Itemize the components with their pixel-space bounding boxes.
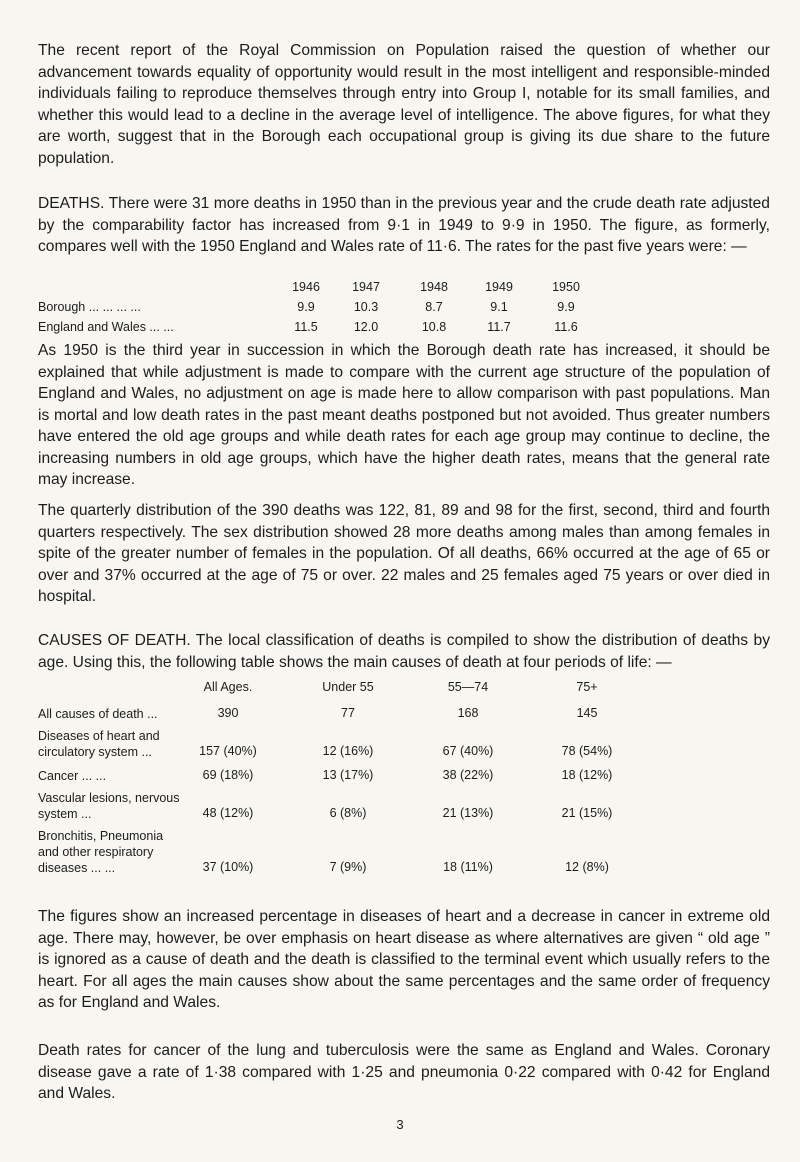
third-year-paragraph: As 1950 is the third year in succession in which the Borough death rate has increased, it should be explained that while adjustment is made to compare with the current age structure of the population of England and Wales, no adjustment on age is made here to allow comparison with past populations. Man is mortal and low death rates in the past meant deaths postponed but not avoided. Thus greater numbers have entered the old age groups and while death rates for each age group may continue to decline, the increasing numbers in old age groups, which have the higher death rates, means that the general rate may increase. — [38, 342, 770, 488]
rate-value: 10.3 — [353, 300, 379, 314]
cause-value: 6 (8%) — [329, 806, 367, 820]
row-label: Borough ... ... ... ... — [38, 300, 141, 314]
intro-paragraph: The recent report of the Royal Commission on Population raised the question of whether our advancement towards equality of opportunity would result in the most intelligent and responsible-minded individuals failing to reproduce themselves through entry into Group I, notable for its small families, and whether this would lead to a decline in the average level of intelligence. The above figures, for what they are worth, suggest that in the Borough each occupational group is giving its due share to the future population. — [38, 42, 770, 167]
rate-table-header — [38, 280, 770, 300]
rate-value: 11.7 — [487, 320, 511, 334]
cause-value: 67 (40%) — [442, 744, 494, 758]
rate-row-borough — [38, 300, 770, 320]
year-header: 1950 — [552, 280, 580, 294]
cause-value: 145 — [576, 706, 598, 720]
deaths-paragraph: DEATHS. There were 31 more deaths in 1950 than in the previous year and the crude death rate adjusted by the comparability factor has increased from 9·1 in 1949 to 9·9 in 1950. The figure, as formerly, compares well with the 1950 England and Wales rate of 11·6. The rates for the past five years were: — — [38, 195, 770, 255]
quarterly-paragraph: The quarterly distribution of the 390 deaths was 122, 81, 89 and 98 for the first, second, third and fourth quarters respectively. The sex distribution showed 28 more deaths among males than among females in spite of the greater number of females in the population. Of all deaths, 66% occurred at the age of 65 or over and 37% occurred at the age of 75 or over. 22 males and 25 females aged 75 years or over died in hospital. — [38, 502, 770, 605]
cause-value: 7 (9%) — [329, 860, 367, 874]
cause-value: 38 (22%) — [442, 768, 494, 782]
rates-paragraph: Death rates for cancer of the lung and tuberculosis were the same as England and Wales. Coronary disease gave a rate of 1·38 compared with 1·25 and pneumonia 0·22 compared with 0·42 for England and Wales. — [38, 1042, 770, 1102]
cause-label: Cancer ... ... — [38, 769, 107, 783]
cause-value: 390 — [217, 706, 239, 720]
cause-value: 12 (16%) — [322, 744, 374, 758]
cause-value: 12 (8%) — [565, 860, 609, 874]
year-header: 1948 — [420, 280, 448, 294]
cause-value: 69 (18%) — [202, 768, 254, 782]
causes-paragraph: CAUSES OF DEATH. The local classification of deaths is compiled to show the distribution of deaths by age. Using this, the following table shows the main causes of death at four periods of life: — — [38, 632, 770, 671]
cause-label: Diseases of heart and circulatory system ... — [38, 729, 160, 759]
rate-row-england-wales — [38, 320, 770, 340]
column-header: All Ages. — [203, 680, 253, 694]
rate-value: 8.7 — [425, 300, 443, 314]
cause-value: 157 (40%) — [199, 744, 257, 758]
column-header: 75+ — [576, 680, 598, 694]
year-header: 1946 — [292, 280, 320, 294]
cause-label: Vascular lesions, nervous system ... — [38, 791, 180, 821]
rate-value: 11.5 — [294, 320, 318, 334]
rate-value: 9.1 — [490, 300, 508, 314]
cause-value: 18 (11%) — [443, 860, 493, 874]
cause-value: 168 — [457, 706, 479, 720]
cause-value: 21 (15%) — [561, 806, 613, 820]
year-header: 1947 — [352, 280, 380, 294]
cause-label: All causes of death ... — [38, 707, 158, 721]
cause-value: 78 (54%) — [561, 744, 613, 758]
cause-value: 48 (12%) — [202, 806, 254, 820]
cause-value: 21 (13%) — [442, 806, 494, 820]
rate-value: 12.0 — [353, 320, 379, 334]
year-header: 1949 — [485, 280, 513, 294]
cause-value: 13 (17%) — [322, 768, 374, 782]
rate-value: 9.9 — [557, 300, 575, 314]
death-rate-table — [38, 280, 770, 340]
cause-label: Bronchitis, Pneumonia and other respiratory diseases ... ... — [38, 829, 164, 875]
column-header: 55—74 — [447, 680, 489, 694]
cause-value: 18 (12%) — [561, 768, 613, 782]
page-number: 3 — [396, 1117, 404, 1132]
rate-value: 10.8 — [421, 320, 447, 334]
cause-value: 37 (10%) — [202, 860, 254, 874]
rate-value: 9.9 — [297, 300, 315, 314]
cause-value: 77 — [341, 706, 355, 720]
row-label: England and Wales ... ... — [38, 320, 174, 334]
rate-value: 11.6 — [554, 320, 578, 334]
column-header: Under 55 — [322, 680, 374, 694]
figures-paragraph: The figures show an increased percentage in diseases of heart and a decrease in cancer in extreme old age. There may, however, be over emphasis on heart disease as where alternatives are given “ old age ” is ignored as a cause of death and the death is classified to the terminal event which usually refers to the heart. For all ages the main causes show about the same percentages and the same order of frequency as for England and Wales. — [38, 908, 770, 1011]
